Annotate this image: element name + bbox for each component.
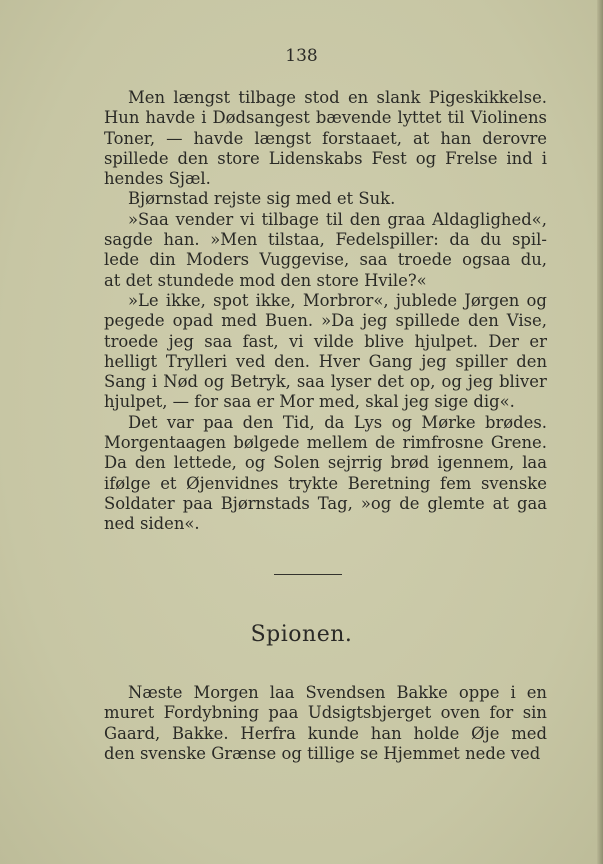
text-line: Hun havde i Dødsangest bævende lyttet til Violinens xyxy=(104,108,547,128)
text-line: spillede den store Lidenskabs Fest og Frelse ind i xyxy=(104,148,547,168)
text-line: ifølge et Øjenvidnes trykte Beretning fem svenske xyxy=(104,473,547,493)
text-line: Bjørnstad rejste sig med et Suk. xyxy=(128,189,396,209)
text-line: Sang i Nød og Betryk, saa lyser det op, og jeg bliver xyxy=(104,372,547,392)
text-line: Gaard, Bakke. Herfra kunde han holde Øje med xyxy=(104,723,547,743)
body-text xyxy=(104,88,547,535)
text-line: sagde han. »Men tilstaa, Fedelspiller: da du spil- xyxy=(104,230,547,250)
text-line: Det var paa den Tid, da Lys og Mørke brødes. xyxy=(128,412,547,432)
text-line: lede din Moders Vuggevise, saa troede ogsaa du, xyxy=(104,250,547,270)
section-title: Spionen. xyxy=(250,622,353,647)
page-number: 138 xyxy=(285,46,318,66)
text-line: hjulpet, — for saa er Mor med, skal jeg sige dig«. xyxy=(104,392,515,412)
text-line: troede jeg saa fast, vi vilde blive hjulpet. Der er xyxy=(104,331,547,351)
text-line: Da den lettede, og Solen sejrrig brød igennem, laa xyxy=(104,453,547,473)
text-line: ned siden«. xyxy=(104,514,200,534)
text-line: »Le ikke, spot ikke, Morbror«, jublede Jørgen og xyxy=(128,290,547,310)
text-line: hendes Sjæl. xyxy=(104,169,211,189)
section-divider xyxy=(274,574,342,575)
text-line: helligt Trylleri ved den. Hver Gang jeg spiller den xyxy=(104,351,547,371)
text-line: »Saa vender vi tilbage til den graa Aldaglighed«, xyxy=(128,209,547,229)
text-line: at det stundede mod den store Hvile?« xyxy=(104,270,427,290)
text-line: Næste Morgen laa Svendsen Bakke oppe i en xyxy=(128,683,547,702)
page-edge xyxy=(597,0,603,864)
text-line: Soldater paa Bjørnstads Tag, »og de glemte at gaa xyxy=(104,493,547,513)
text-line: Toner, — havde længst forstaaet, at han derovre xyxy=(104,128,547,148)
text-line: pegede opad med Buen. »Da jeg spillede den Vise, xyxy=(104,311,547,331)
text-line: Men længst tilbage stod en slank Pigeskikkelse. xyxy=(128,88,547,107)
text-line: den svenske Grænse og tillige se Hjemmet nede ved xyxy=(104,743,541,763)
text-line: Morgentaagen bølgede mellem de rimfrosne Grene. xyxy=(104,433,547,453)
section-text xyxy=(104,683,547,764)
text-line: muret Fordybning paa Udsigtsbjerget oven for sin xyxy=(104,703,547,723)
